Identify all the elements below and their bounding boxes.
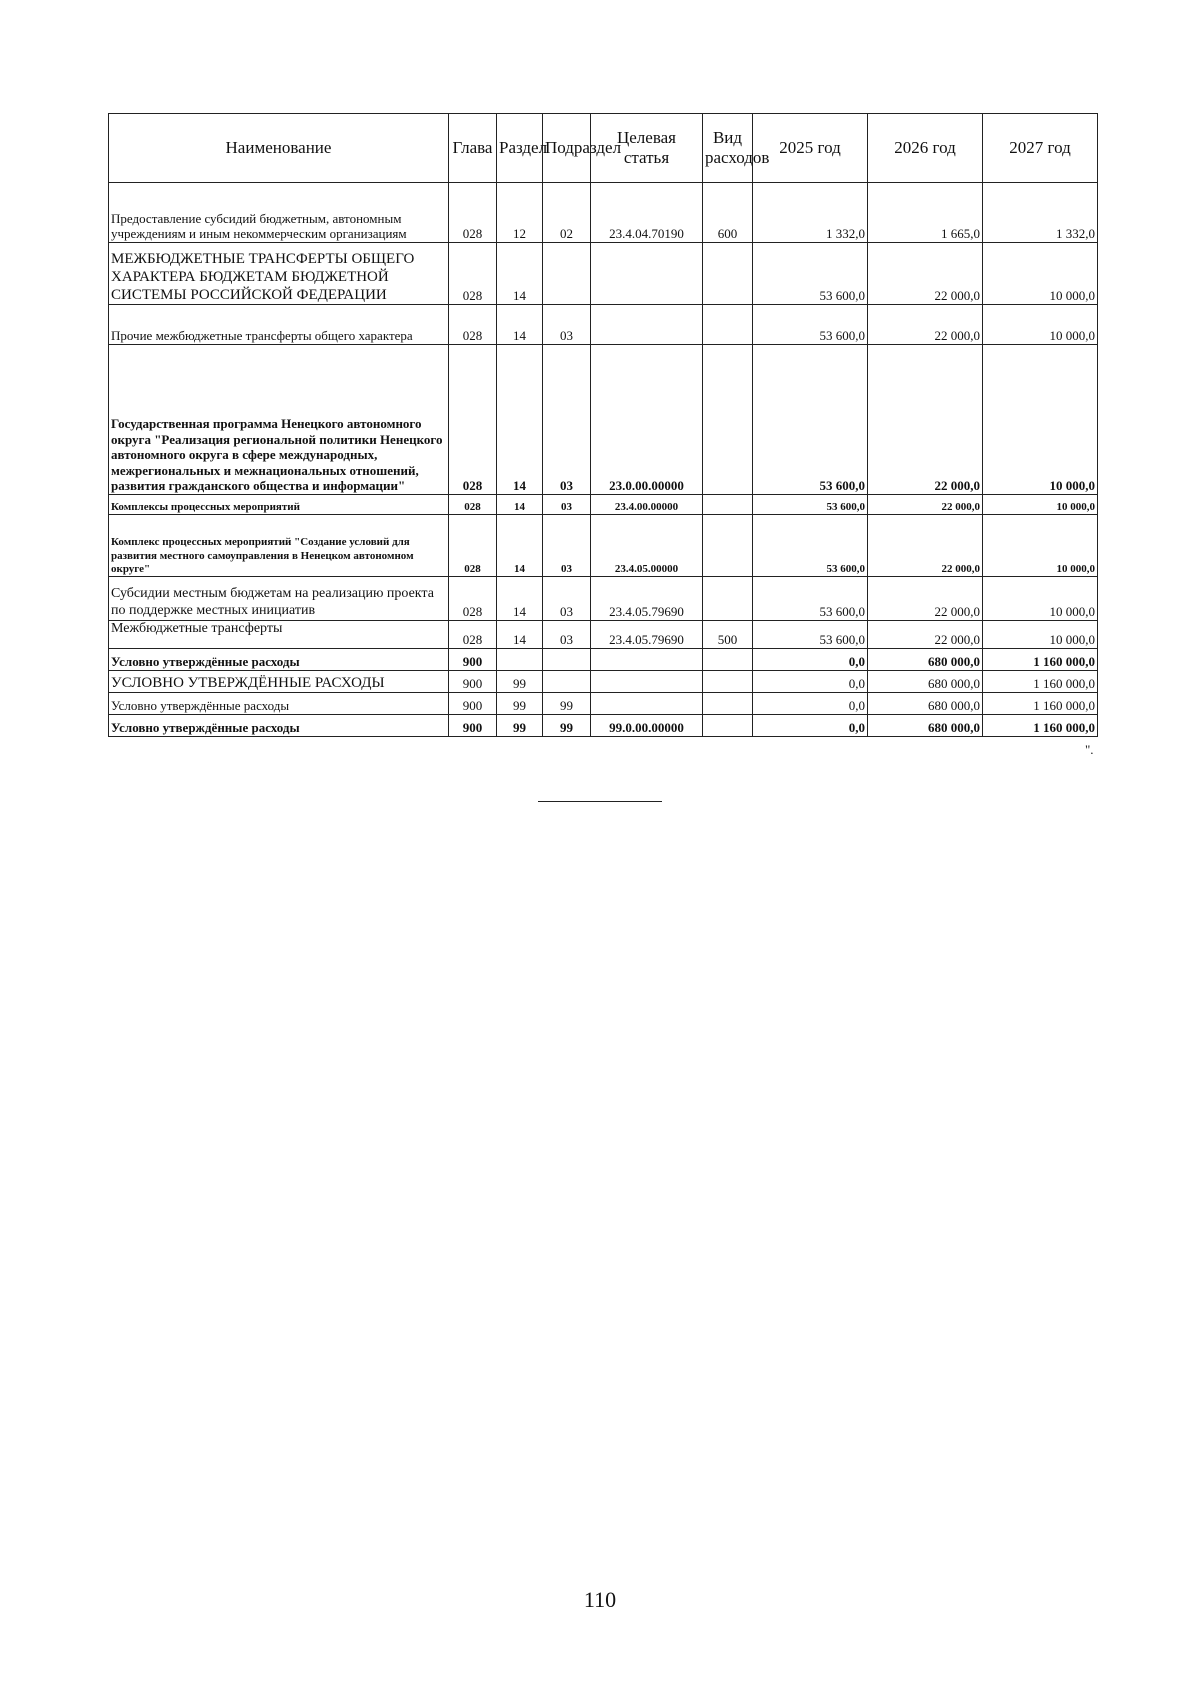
row-2026: 22 000,0	[868, 577, 983, 621]
row-name: Условно утверждённые расходы	[109, 715, 449, 737]
row-2026: 22 000,0	[868, 495, 983, 515]
row-name: Государственная программа Ненецкого автономного округа "Реализация региональной политики Ненецкого автономного округа в сфере международных, межрегиональных и межнациональных отношений, развития гражданского общества и информации"	[109, 345, 449, 495]
row-2027: 1 160 000,0	[983, 671, 1098, 693]
header-glava: Глава	[449, 114, 497, 183]
table-row	[109, 693, 1098, 715]
row-2027: 10 000,0	[983, 345, 1098, 495]
row-tselevaya: 23.4.05.79690	[591, 577, 703, 621]
row-glava: 900	[449, 671, 497, 693]
row-glava: 028	[449, 621, 497, 649]
table-row	[109, 649, 1098, 671]
row-glava: 028	[449, 183, 497, 243]
row-vid	[703, 515, 753, 577]
row-podrazdel: 03	[543, 345, 591, 495]
row-2025: 53 600,0	[753, 495, 868, 515]
row-2026: 680 000,0	[868, 715, 983, 737]
closing-quote-mark: ".	[1085, 742, 1094, 757]
row-name: МЕЖБЮДЖЕТНЫЕ ТРАНСФЕРТЫ ОБЩЕГО ХАРАКТЕРА БЮДЖЕТАМ БЮДЖЕТНОЙ СИСТЕМЫ РОССИЙСКОЙ ФЕДЕРАЦИИ	[109, 243, 449, 305]
row-name: Субсидии местным бюджетам на реализацию проекта по поддержке местных инициатив	[109, 577, 449, 621]
row-razdel: 12	[497, 183, 543, 243]
row-name: Комплекс процессных мероприятий "Создание условий для развития местного самоуправления в Ненецком автономном округе"	[109, 515, 449, 577]
table-row	[109, 577, 1098, 621]
row-razdel: 99	[497, 671, 543, 693]
row-2027: 10 000,0	[983, 577, 1098, 621]
row-2025: 53 600,0	[753, 305, 868, 345]
header-name: Наименование	[109, 114, 449, 183]
row-podrazdel: 03	[543, 577, 591, 621]
row-2026: 680 000,0	[868, 693, 983, 715]
table-row	[109, 305, 1098, 345]
row-vid	[703, 715, 753, 737]
table-row	[109, 621, 1098, 649]
row-glava: 900	[449, 715, 497, 737]
row-vid: 600	[703, 183, 753, 243]
row-2025: 0,0	[753, 715, 868, 737]
row-razdel: 14	[497, 345, 543, 495]
row-name: Межбюджетные трансферты	[109, 621, 449, 649]
row-2025: 0,0	[753, 649, 868, 671]
row-name: Условно утверждённые расходы	[109, 693, 449, 715]
row-tselevaya	[591, 649, 703, 671]
row-2027: 10 000,0	[983, 621, 1098, 649]
row-razdel: 14	[497, 305, 543, 345]
row-podrazdel: 99	[543, 715, 591, 737]
row-vid	[703, 495, 753, 515]
row-2026: 22 000,0	[868, 305, 983, 345]
row-vid: 500	[703, 621, 753, 649]
row-2026: 1 665,0	[868, 183, 983, 243]
separator-line	[538, 801, 662, 802]
row-podrazdel	[543, 671, 591, 693]
row-podrazdel	[543, 649, 591, 671]
row-razdel: 14	[497, 515, 543, 577]
header-razdel: Раздел	[497, 114, 543, 183]
row-podrazdel: 03	[543, 495, 591, 515]
row-2025: 53 600,0	[753, 345, 868, 495]
row-tselevaya: 23.4.05.00000	[591, 515, 703, 577]
row-podrazdel: 03	[543, 305, 591, 345]
header-tselevaya-statya: Целевая статья	[591, 114, 703, 183]
row-razdel: 14	[497, 577, 543, 621]
row-glava: 028	[449, 243, 497, 305]
row-vid	[703, 693, 753, 715]
table-row	[109, 183, 1098, 243]
row-vid	[703, 243, 753, 305]
row-2027: 1 160 000,0	[983, 693, 1098, 715]
row-2025: 53 600,0	[753, 243, 868, 305]
row-vid	[703, 671, 753, 693]
row-2026: 22 000,0	[868, 515, 983, 577]
table-row	[109, 345, 1098, 495]
row-2025: 53 600,0	[753, 577, 868, 621]
row-2027: 1 332,0	[983, 183, 1098, 243]
row-2025: 53 600,0	[753, 515, 868, 577]
row-tselevaya	[591, 671, 703, 693]
header-vid-rashodov: Вид расходов	[703, 114, 753, 183]
header-2027: 2027 год	[983, 114, 1098, 183]
row-razdel: 14	[497, 495, 543, 515]
row-name: Комплексы процессных мероприятий	[109, 495, 449, 515]
header-2026: 2026 год	[868, 114, 983, 183]
row-tselevaya: 23.4.00.00000	[591, 495, 703, 515]
row-2027: 10 000,0	[983, 243, 1098, 305]
table-header-row	[109, 114, 1098, 183]
header-2025: 2025 год	[753, 114, 868, 183]
row-razdel: 14	[497, 243, 543, 305]
row-2027: 10 000,0	[983, 515, 1098, 577]
row-podrazdel	[543, 243, 591, 305]
row-2025: 1 332,0	[753, 183, 868, 243]
row-razdel: 99	[497, 693, 543, 715]
row-razdel: 14	[497, 621, 543, 649]
row-vid	[703, 649, 753, 671]
row-podrazdel: 99	[543, 693, 591, 715]
row-2025: 53 600,0	[753, 621, 868, 649]
row-2025: 0,0	[753, 671, 868, 693]
row-tselevaya	[591, 305, 703, 345]
row-glava: 900	[449, 649, 497, 671]
table-row	[109, 715, 1098, 737]
row-2027: 10 000,0	[983, 495, 1098, 515]
row-glava: 028	[449, 345, 497, 495]
row-name: Условно утверждённые расходы	[109, 649, 449, 671]
budget-table	[108, 113, 1098, 737]
row-name: УСЛОВНО УТВЕРЖДЁННЫЕ РАСХОДЫ	[109, 671, 449, 693]
table-row	[109, 243, 1098, 305]
row-2026: 680 000,0	[868, 649, 983, 671]
page-number: 110	[583, 1587, 617, 1612]
row-tselevaya	[591, 693, 703, 715]
row-glava: 900	[449, 693, 497, 715]
row-podrazdel: 03	[543, 515, 591, 577]
row-glava: 028	[449, 495, 497, 515]
row-vid	[703, 345, 753, 495]
row-vid	[703, 305, 753, 345]
row-glava: 028	[449, 515, 497, 577]
header-podrazdel: Подраздел	[543, 114, 591, 183]
row-2027: 1 160 000,0	[983, 715, 1098, 737]
row-name: Предоставление субсидий бюджетным, автономным учреждениям и иным некоммерческим организациям	[109, 183, 449, 243]
table-row	[109, 671, 1098, 693]
row-name: Прочие межбюджетные трансферты общего характера	[109, 305, 449, 345]
row-glava: 028	[449, 577, 497, 621]
table-row	[109, 515, 1098, 577]
row-2027: 1 160 000,0	[983, 649, 1098, 671]
row-tselevaya: 99.0.00.00000	[591, 715, 703, 737]
row-vid	[703, 577, 753, 621]
row-2026: 22 000,0	[868, 243, 983, 305]
row-podrazdel: 02	[543, 183, 591, 243]
row-2026: 22 000,0	[868, 345, 983, 495]
row-tselevaya	[591, 243, 703, 305]
row-2026: 680 000,0	[868, 671, 983, 693]
row-razdel	[497, 649, 543, 671]
row-2026: 22 000,0	[868, 621, 983, 649]
row-podrazdel: 03	[543, 621, 591, 649]
table-row	[109, 495, 1098, 515]
row-2025: 0,0	[753, 693, 868, 715]
row-tselevaya: 23.4.04.70190	[591, 183, 703, 243]
row-tselevaya: 23.0.00.00000	[591, 345, 703, 495]
row-razdel: 99	[497, 715, 543, 737]
row-tselevaya: 23.4.05.79690	[591, 621, 703, 649]
row-glava: 028	[449, 305, 497, 345]
row-2027: 10 000,0	[983, 305, 1098, 345]
